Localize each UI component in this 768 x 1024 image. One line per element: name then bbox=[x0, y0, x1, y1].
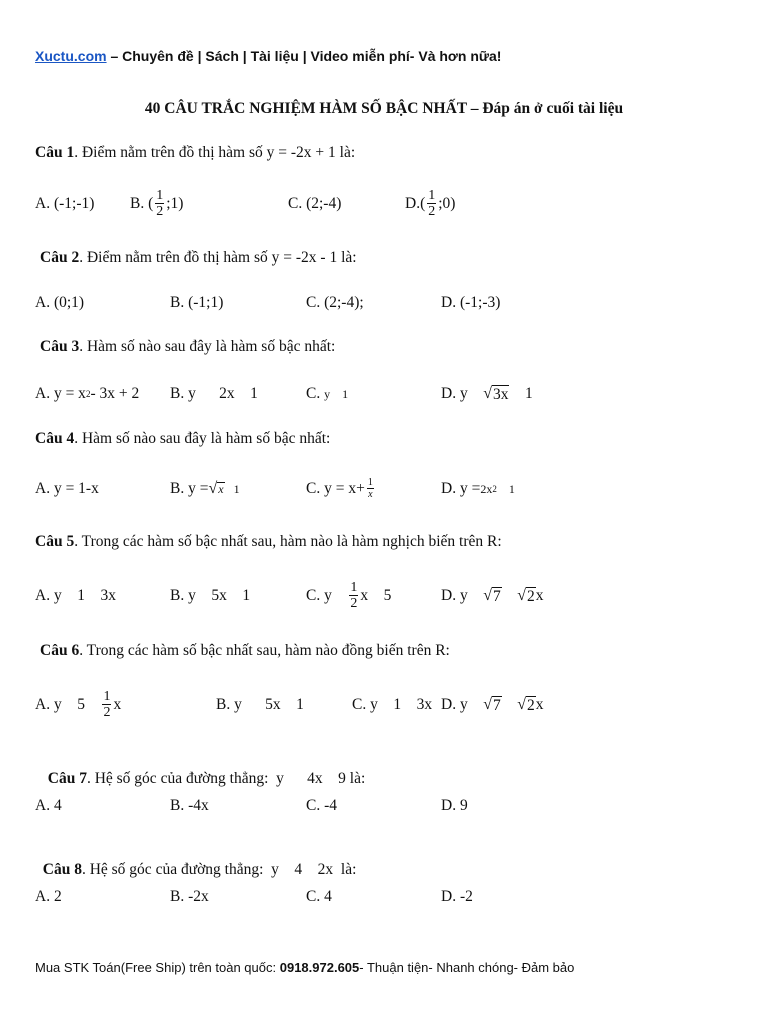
option-b-suffix: ;1) bbox=[166, 195, 184, 212]
square-root bbox=[483, 587, 502, 605]
square-root bbox=[483, 385, 509, 403]
option-d bbox=[441, 374, 533, 414]
option-a: A. y 1 3x bbox=[35, 587, 116, 604]
option-b: B. -4x bbox=[170, 797, 209, 814]
option-c-prefix: C. y = x+ bbox=[306, 480, 365, 497]
numerator: 1 bbox=[156, 188, 164, 203]
square-root bbox=[517, 696, 536, 714]
radical-sign-icon: √ bbox=[517, 586, 527, 604]
denominator: 2 bbox=[103, 705, 111, 720]
option-a bbox=[35, 374, 139, 414]
denominator: 2 bbox=[428, 204, 436, 219]
option-b-prefix: B. ( bbox=[130, 195, 154, 212]
footer-phone: 0918.972.605 bbox=[279, 960, 360, 975]
option-d-suffix: ;0) bbox=[438, 195, 456, 212]
question-5-options bbox=[0, 576, 768, 616]
option-d bbox=[405, 184, 455, 224]
option-d-suffix: 1 bbox=[496, 481, 515, 496]
question-7-options bbox=[0, 786, 768, 826]
question-text: . Điểm nằm trên đồ thị hàm số y = -2x + 1 là: bbox=[74, 144, 356, 161]
option-d: D. 9 bbox=[441, 797, 468, 814]
fraction bbox=[102, 690, 111, 720]
option-c bbox=[306, 374, 348, 414]
option-a: A. 4 bbox=[35, 797, 62, 814]
fraction bbox=[155, 189, 164, 219]
radicand: x bbox=[218, 481, 224, 496]
option-c: C. (2;-4); bbox=[306, 294, 364, 311]
site-link[interactable]: Xuctu.com bbox=[35, 48, 107, 64]
option-b: B. y 2x 1 bbox=[170, 385, 258, 402]
option-d bbox=[441, 685, 544, 725]
denominator: 2 bbox=[156, 204, 164, 219]
option-c-math: y 1 bbox=[324, 386, 349, 401]
radical-sign-icon: √ bbox=[483, 695, 492, 713]
question-3 bbox=[40, 338, 335, 356]
question-label: Câu 8 bbox=[42, 861, 82, 878]
fraction bbox=[349, 581, 358, 611]
option-d-middle bbox=[502, 696, 518, 714]
option-a: A. 2 bbox=[35, 888, 62, 905]
option-b bbox=[130, 184, 183, 224]
question-8-options bbox=[0, 877, 768, 917]
question-6 bbox=[40, 642, 450, 660]
question-8 bbox=[35, 843, 356, 879]
footer bbox=[35, 960, 574, 975]
question-text: . Hàm số nào sau đây là hàm số bậc nhất: bbox=[74, 430, 331, 447]
exponent: 2 bbox=[85, 389, 91, 399]
option-a: A. y = 1-x bbox=[35, 480, 99, 497]
option-d-prefix: D. y = bbox=[441, 480, 481, 497]
fraction bbox=[427, 189, 436, 219]
option-d-prefix: D. y bbox=[441, 587, 484, 604]
option-d-prefix: D.( bbox=[405, 195, 426, 212]
square-root bbox=[208, 480, 224, 498]
option-d-suffix: 1 bbox=[509, 385, 533, 402]
radicand: 2 bbox=[527, 696, 535, 714]
radical-sign-icon: √ bbox=[517, 695, 527, 713]
option-b-suffix: 1 bbox=[224, 481, 240, 496]
radical-sign-icon: √ bbox=[208, 480, 218, 497]
question-label: Câu 1 bbox=[35, 144, 75, 161]
option-c-prefix: C. bbox=[306, 385, 325, 402]
question-6-options bbox=[0, 685, 768, 725]
option-d-math: 2x bbox=[480, 481, 493, 496]
square-root bbox=[517, 587, 536, 605]
radicand: 2 bbox=[527, 587, 535, 605]
question-1-options bbox=[0, 184, 768, 224]
option-b: B. (-1;1) bbox=[170, 294, 224, 311]
option-c: C. -4 bbox=[306, 797, 337, 814]
option-a-prefix: A. y = x bbox=[35, 385, 86, 402]
option-a-prefix: A. y 5 bbox=[35, 696, 101, 713]
option-b bbox=[170, 469, 240, 509]
option-a-suffix: x bbox=[113, 696, 122, 713]
option-b: B. y 5x 1 bbox=[216, 696, 304, 713]
option-d-suffix: x bbox=[535, 696, 544, 713]
radicand: 3x bbox=[492, 385, 509, 403]
option-b-prefix: B. y = bbox=[170, 480, 209, 497]
question-label: Câu 4 bbox=[35, 430, 75, 447]
site-header bbox=[35, 48, 501, 64]
question-2-options bbox=[0, 283, 768, 323]
question-text: . Hệ số góc của đường thẳng: y 4 2x là: bbox=[81, 861, 357, 878]
question-text: . Hàm số nào sau đây là hàm số bậc nhất: bbox=[79, 338, 336, 355]
radical-sign-icon: √ bbox=[483, 384, 492, 402]
option-a: A. (-1;-1) bbox=[35, 195, 95, 212]
option-d: D. -2 bbox=[441, 888, 473, 905]
denominator: 2 bbox=[350, 596, 358, 611]
option-c-suffix: x 5 bbox=[360, 587, 392, 604]
question-text: . Trong các hàm số bậc nhất sau, hàm nào là hàm nghịch biến trên R: bbox=[74, 533, 502, 550]
question-text: . Hệ số góc của đường thẳng: y 4x 9 là: bbox=[86, 770, 366, 787]
question-text: . Trong các hàm số bậc nhất sau, hàm nào đồng biến trên R: bbox=[79, 642, 450, 659]
option-c: C. (2;-4) bbox=[288, 195, 342, 212]
exponent: 2 bbox=[492, 484, 497, 494]
fraction bbox=[367, 478, 374, 500]
question-label: Câu 3 bbox=[40, 338, 80, 355]
square-root bbox=[483, 696, 502, 714]
radicand: 7 bbox=[492, 587, 501, 605]
question-label: Câu 2 bbox=[40, 249, 80, 266]
option-c: C. 4 bbox=[306, 888, 332, 905]
option-c: C. y 1 3x bbox=[352, 696, 433, 713]
option-b: B. -2x bbox=[170, 888, 209, 905]
option-a-suffix: - 3x + 2 bbox=[90, 385, 140, 402]
option-d-middle bbox=[502, 587, 518, 605]
option-c bbox=[306, 576, 391, 616]
option-a: A. (0;1) bbox=[35, 294, 85, 311]
numerator: 1 bbox=[428, 188, 436, 203]
document-title: 40 CÂU TRẮC NGHIỆM HÀM SỐ BẬC NHẤT – Đáp án ở cuối tài liệu bbox=[144, 100, 624, 117]
option-d: D. (-1;-3) bbox=[441, 294, 501, 311]
question-3-options bbox=[0, 374, 768, 414]
question-5 bbox=[35, 533, 502, 551]
option-a bbox=[35, 685, 121, 725]
question-4 bbox=[35, 430, 330, 448]
radical-sign-icon: √ bbox=[483, 586, 492, 604]
numerator: 1 bbox=[367, 477, 373, 488]
option-d-prefix: D. y bbox=[441, 696, 484, 713]
header-tagline: – Chuyên đề | Sách | Tài liệu | Video miễn phí- Và hơn nữa! bbox=[106, 48, 502, 64]
radicand: 7 bbox=[492, 696, 501, 714]
option-d bbox=[441, 469, 515, 509]
question-2 bbox=[40, 249, 357, 267]
numerator: 1 bbox=[103, 689, 111, 704]
option-b: B. y 5x 1 bbox=[170, 587, 251, 604]
numerator: 1 bbox=[350, 580, 358, 595]
question-label: Câu 7 bbox=[47, 770, 87, 787]
question-1 bbox=[35, 144, 355, 162]
footer-tail: - Thuận tiện- Nhanh chóng- Đảm bảo bbox=[359, 960, 575, 975]
denominator: x bbox=[368, 489, 373, 500]
option-c bbox=[306, 469, 376, 509]
option-d bbox=[441, 576, 544, 616]
option-d-suffix: x bbox=[535, 587, 544, 604]
option-c-prefix: C. y bbox=[306, 587, 348, 604]
question-4-options bbox=[0, 469, 768, 509]
option-d-prefix: D. y bbox=[441, 385, 484, 402]
question-label: Câu 5 bbox=[35, 533, 75, 550]
question-text: . Điểm nằm trên đồ thị hàm số y = -2x - 1 là: bbox=[79, 249, 357, 266]
footer-text: Mua STK Toán(Free Ship) trên toàn quốc: bbox=[35, 960, 280, 975]
question-7 bbox=[40, 752, 365, 788]
question-label: Câu 6 bbox=[40, 642, 80, 659]
